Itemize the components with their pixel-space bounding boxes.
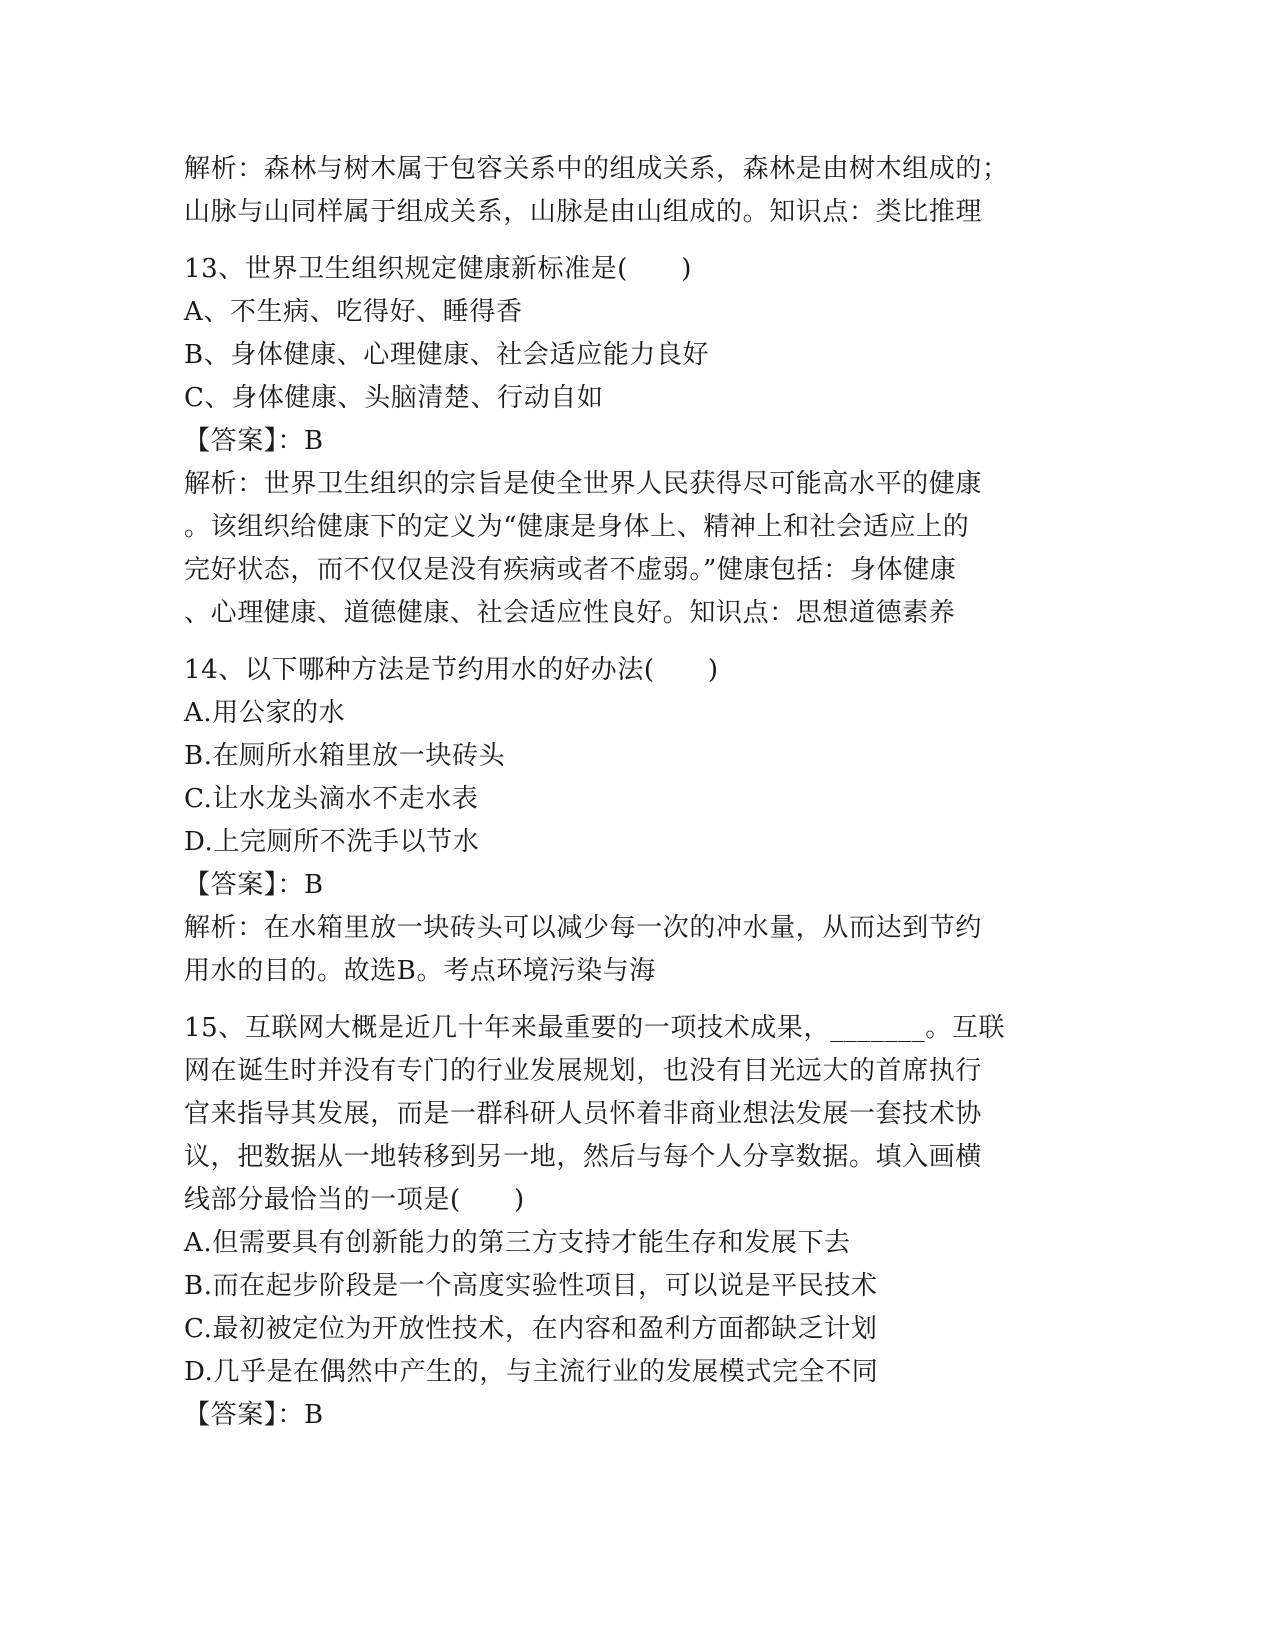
question-15 — [184, 1007, 1064, 1437]
question-stem-line: 官来指导其发展，而是一群科研人员怀着非商业想法发展一套技术协 — [184, 1099, 983, 1129]
option-c: C.让水龙头滴水不走水表 — [184, 784, 479, 814]
option-c: C、身体健康、头脑清楚、行动自如 — [184, 383, 604, 413]
explanation-line: 完好状态，而不仅仅是没有疾病或者不虚弱。”健康包括：身体健康 — [184, 555, 957, 585]
answer-line: 【答案】：B — [184, 1400, 324, 1430]
option-d: D.几乎是在偶然中产生的，与主流行业的发展模式完全不同 — [184, 1357, 879, 1387]
option-a: A.用公家的水 — [184, 698, 346, 728]
question-14 — [184, 649, 1064, 993]
explanation-line: 用水的目的。故选B。考点环境污染与海 — [184, 956, 656, 986]
answer-line: 【答案】：B — [184, 870, 324, 900]
explanation-line: 。该组织给健康下的定义为“健康是身体上、精神上和社会适应上的 — [184, 512, 970, 542]
answer-line: 【答案】：B — [184, 426, 324, 456]
question-stem-line: 议，把数据从一地转移到另一地，然后与每个人分享数据。填入画横 — [184, 1142, 983, 1172]
question-stem: 13、世界卫生组织规定健康新标准是( ) — [184, 254, 692, 284]
question-stem: 14、以下哪种方法是节约用水的好办法( ) — [184, 655, 719, 685]
option-a: A.但需要具有创新能力的第三方支持才能生存和发展下去 — [184, 1228, 851, 1258]
document-page — [184, 148, 1064, 1437]
explanation-line: 解析：世界卫生组织的宗旨是使全世界人民获得尽可能高水平的健康 — [184, 469, 983, 499]
explanation-line: 、心理健康、道德健康、社会适应性良好。知识点：思想道德素养 — [184, 598, 956, 628]
question-stem-line: 网在诞生时并没有专门的行业发展规划，也没有目光远大的首席执行 — [184, 1056, 983, 1086]
option-b: B.在厕所水箱里放一块砖头 — [184, 741, 506, 771]
explanation-line: 解析：森林与树木属于包容关系中的组成关系，森林是由树木组成的； — [184, 154, 1009, 184]
option-c: C.最初被定位为开放性技术，在内容和盈利方面都缺乏计划 — [184, 1314, 878, 1344]
question-stem-line: 线部分最恰当的一项是( ) — [184, 1185, 525, 1215]
explanation-block — [184, 148, 1064, 234]
option-a: A、不生病、吃得好、睡得香 — [184, 297, 523, 327]
question-13 — [184, 248, 1064, 635]
explanation-line: 解析：在水箱里放一块砖头可以减少每一次的冲水量，从而达到节约 — [184, 913, 983, 943]
option-b: B、身体健康、心理健康、社会适应能力良好 — [184, 340, 710, 370]
explanation-line: 山脉与山同样属于组成关系，山脉是由山组成的。知识点：类比推理 — [184, 197, 983, 227]
option-b: B.而在起步阶段是一个高度实验性项目，可以说是平民技术 — [184, 1271, 878, 1301]
option-d: D.上完厕所不洗手以节水 — [184, 827, 480, 857]
question-stem-line: 15、互联网大概是近几十年来最重要的一项技术成果，_______。互联 — [184, 1013, 1006, 1043]
